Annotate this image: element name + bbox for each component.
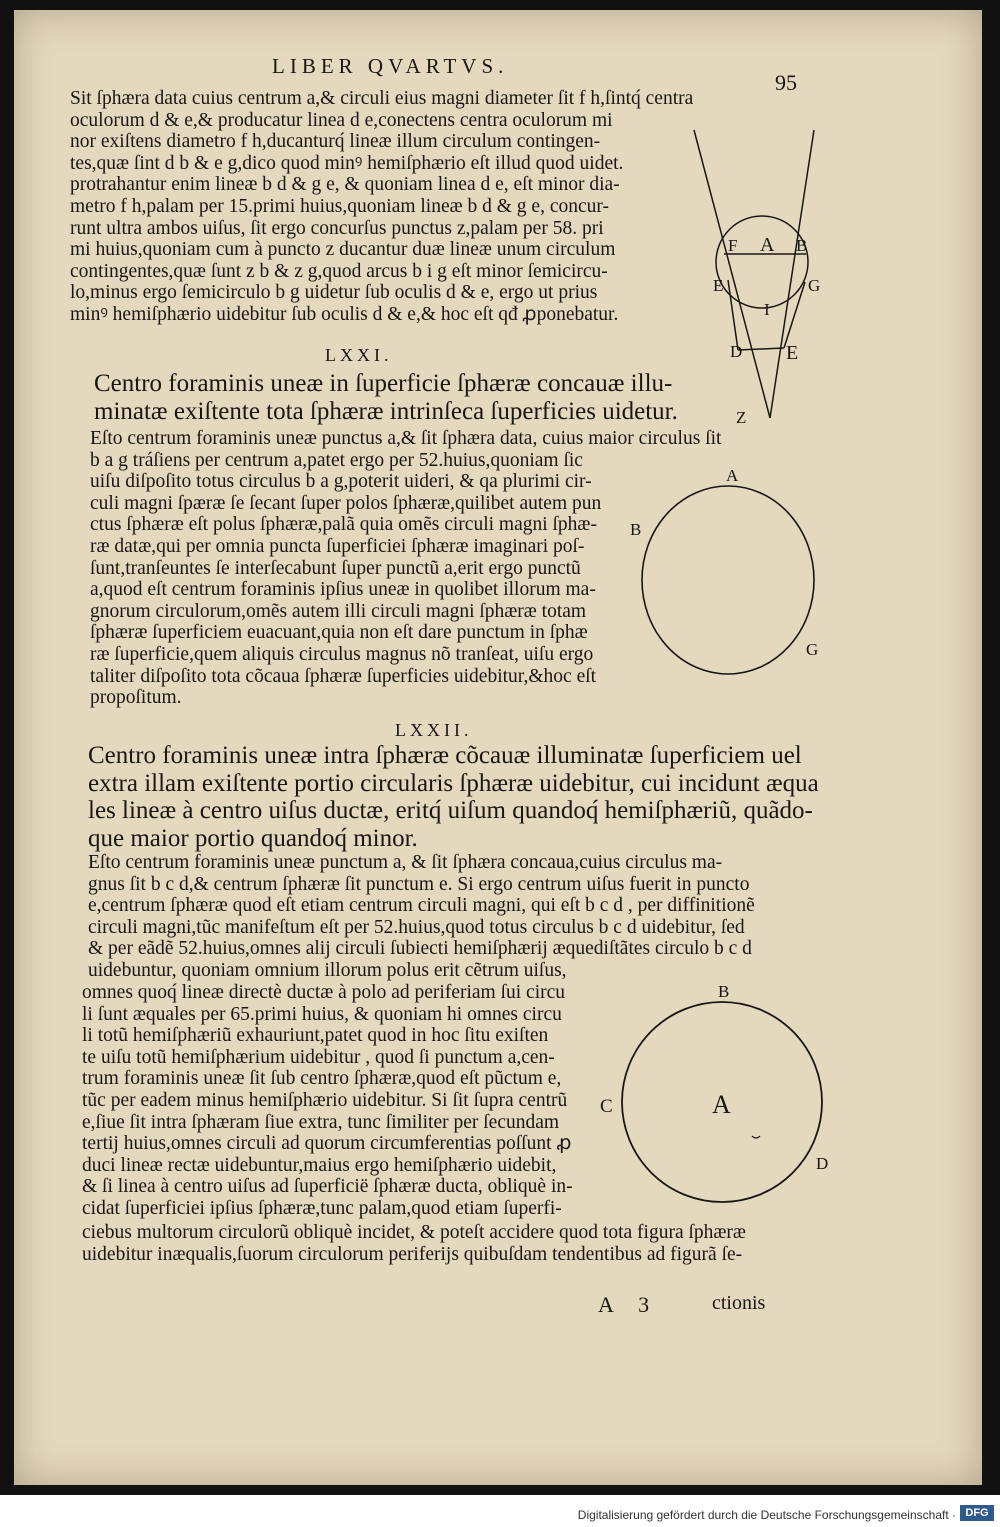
fig3-label-b: B (718, 982, 730, 1001)
proposition-71-enunciation: Centro foraminis uneæ in ſuperficie ſphæræ concauæ illu- minatæ exiſtente tota ſphæræ intrinſeca ſuperficies uidetur. (94, 370, 678, 425)
folio-number: 95 (775, 70, 797, 95)
fig1-label-e-lower: E (786, 342, 799, 364)
fig1-label-a: A (760, 234, 775, 256)
running-title: LIBER QVARTVS. (272, 54, 509, 78)
proposition-72-number: LXXII. (395, 720, 473, 740)
proposition-72-enunciation: Centro foraminis uneæ intra ſphæræ cõcauæ illuminatæ ſuperficiem uel extra illam exiſtente portio circularis ſphæræ uidebitur, cui incidunt æqua les lineæ à centro uiſus ductæ, eritq́ uiſum quandoq́ hemiſphæriũ, quãdo- que maior portio quandoq́ minor. (88, 742, 819, 852)
fig1-label-e-upper: E (713, 276, 724, 295)
fig1-label-b: B (796, 236, 808, 255)
dfg-logo: DFG (960, 1505, 994, 1521)
fig1-label-g: G (808, 276, 821, 295)
fig2-label-a: A (726, 466, 739, 485)
catchword: ctionis (712, 1292, 766, 1314)
signature-mark: A 3 (598, 1292, 650, 1317)
figure-cone-diagram (690, 130, 820, 430)
fig2-label-g: G (806, 640, 819, 659)
fig3-label-a: A (712, 1090, 731, 1119)
fig3-label-c: C (600, 1096, 613, 1117)
fig1-label-i: I (764, 300, 770, 319)
paragraph-3-closing: ciebus multorum circulorũ obliquè incidet, & poteſt accidere quod tota figura ſphæræ uidebitur inæqualis,ſuorum circulorum periferijs quibuſdam tendentibus ad figurã ſe- (82, 1222, 746, 1265)
paragraph-1: Sit ſphæra data cuius centrum a,& circuli eius magni diameter ſit f h,ſintq́ centra oculorum d & e,& producatur linea d e,conectens centra oculorum mi nor exiſtens diametro f h,ducanturq́ lineæ illum circulum contingen- tes,quæ ſint d b & e g,dico quod minꝰ hemiſphærio eſt illud quod uidet. protrahantur enim lineæ b d & g e, & quoniam linea d e, eſt minor dia- metro f h,palam per 15.primi huius,quoniam lineæ b d & g e, concur- runt ultra ambos uiſus, ſit ergo concurſus punctus z,palam per 58. pri mi huius,quoniam cum à puncto z ducantur duæ lineæ unum circulum contingentes,quæ ſunt z b & z g,quod arcus b i g eſt minor ſemicircu- lo,minus ergo ſemicirculo b g uidetur ſub oculis d & e, ergo ut prius minꝰ hemiſphærio uidebitur ſub oculis d & e,& hoc eſt qđ ꝓponebatur. (70, 88, 694, 325)
fig2-label-b: B (630, 520, 642, 539)
figure-circle-bag (640, 482, 820, 682)
fig1-label-z: Z (736, 408, 747, 427)
fig1-label-d: D (730, 342, 743, 361)
footer-credit: Digitalisierung gefördert durch die Deutsche Forschungsgemeinschaft · (577, 1508, 956, 1522)
fig1-label-f: F (728, 236, 738, 255)
proposition-71-number: LXXI. (325, 345, 393, 365)
fig3-label-d: D (816, 1154, 829, 1173)
paragraph-3-full-width: Eſto centrum foraminis uneæ punctum a, & ſit ſphæra concaua,cuius circulus ma- gnus ſit b c d,& centrum ſphæræ ſit punctum e. Si ergo centrum uiſus fuerit in puncto e,centrum ſphæræ quod eſt etiam centrum circuli magni, qui eſt b c d , per diffinitionẽ circuli magni,tũc manifeſtum eſt per 52.huius,quod totus circulus b c d uidebitur, ſed & per eãdẽ 52.huius,omnes alij circuli ſubiecti hemiſphærij æquediſtãtes circulo b c d uidebuntur, quoniam omnium illorum polus erit cẽtrum uiſus, (88, 852, 755, 981)
paragraph-2: Eſto centrum foraminis uneæ punctus a,& ſit ſphæra data, cuius maior circulus ſit b a g tráſiens per centrum a,patet ergo per 52.huius,quoniam ſic uiſu diſpoſito totus circulus b a g,poterit uideri, & qa plurimi cir- culi magni ſpæræ ſe ſecant ſuper polos ſphæræ,quilibet autem pun ctus ſphæræ eſt polus ſphæræ,palã quia omẽs circuli magni ſphæ- ræ datæ,qui per omnia puncta ſuperficiei ſphæræ imaginari poſ- ſunt,tranſeuntes ſe interſecabunt ſuper punctũ a,erit ergo punctũ a,quod eſt centrum foraminis ipſius uneæ in quolibet illorum ma- gnorum circulorum,omẽs autem illi circuli magni ſphæræ totam ſphæræ ſuperficiem euacuant,quia non eſt dare punctum in ſphæ ræ ſuperficie,quem aliquis circulus magnus nõ tranſeat, uiſu ergo taliter diſpoſito tota cõcaua ſphæræ ſuperficies uidebitur,&hoc eſt propoſitum. (90, 428, 722, 709)
paragraph-3-narrow: omnes quoq́ lineæ directè ductæ à polo ad periferiam ſui circu li ſunt æquales per 65.primi huius, & quoniam hi omnes circu li totũ hemiſphæriũ exhauriunt,patet quod in hoc ſitu exiſten te uiſu totũ hemiſphærium uidebitur , quod ſi punctum a,cen- trum foraminis uneæ ſit ſub centro ſphæræ,quod eſt pũctum e, tũc per eadem minus hemiſphærio uidebitur. Si ſit ſupra centrũ e,ſiue ſit intra ſphæram ſiue extra, tunc ſimiliter per ſecundam tertij huius,omnes circuli ad quorum circumferentias poſſunt ꝓ duci lineæ rectæ uidebuntur,maius ergo hemiſphærio uidebit, & ſi linea à centro uiſus ad ſuperficië ſphæræ ducta, obliquè in- cidat ſuperficiei ipſius ſphæræ,tunc palam,quod etiam ſuperfi- (82, 982, 573, 1219)
